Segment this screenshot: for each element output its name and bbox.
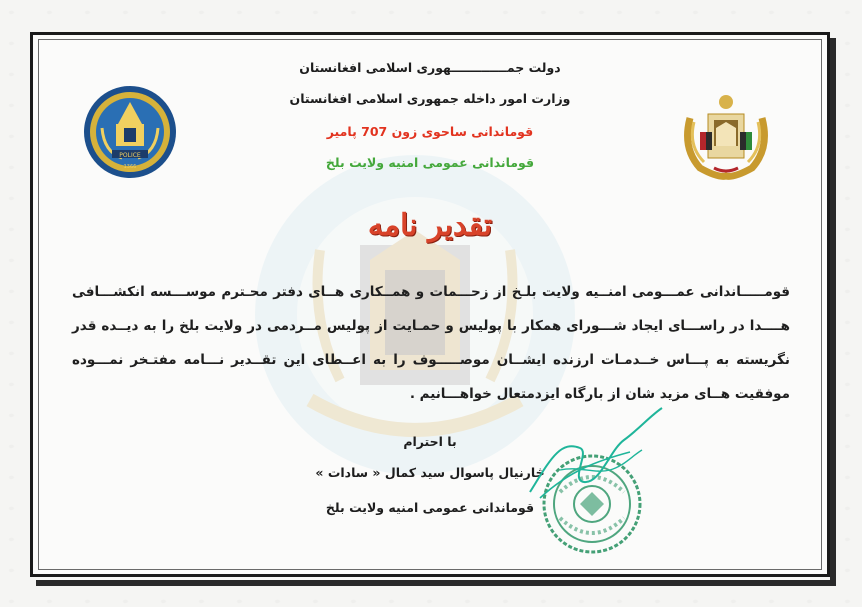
header-ministry-line: وزارت امور داخله جمهوری اسلامی افغانستان bbox=[289, 91, 571, 106]
header-provincial-command-line: قوماندانی عمومی امنیه ولایت بلخ bbox=[325, 155, 535, 170]
signatory-name: څارنیال پاسوال سید کمال « سادات » bbox=[315, 465, 545, 480]
closing-regards: با احترام bbox=[403, 434, 457, 449]
signature-icon bbox=[520, 400, 670, 510]
police-emblem-icon bbox=[82, 84, 178, 180]
signatory-position: قوماندانی عمومی امنیه ولایت بلخ bbox=[325, 500, 535, 515]
header-government-line: دولت جمـــــــــــــهوری اسلامی افغانستان bbox=[299, 60, 561, 75]
header-zone-command-line: قوماندانی ساحوی زون 707 پامیر bbox=[326, 124, 534, 139]
certificate-body-text: قومـــــاندانی عمـــومی امنــیه ولایت بلـخ از زحـــمات و همــکاری هــای دفتر محـترم موســـسه انکشـــافی هــــدا در راســـای ایجاد شـــورای همکار با پولیس و حمـایت از پولیس مــردمی در ولایت بلخ را به دیــده قدر نگریسته به پـــاس خــدمـات ارزنده ایشــان موصـــــوف را به اعــطای این تقــدیر نـــامه مفتـخر نمـــوده موفقیت هــای مزید شان از بارگاه ایزدمتعال خواهـــانیم . bbox=[72, 284, 790, 402]
certificate-title: تقدیر نامه bbox=[367, 208, 493, 243]
national-emblem-icon bbox=[678, 88, 774, 180]
emblem-year-text: 1366 bbox=[123, 164, 137, 170]
emblem-police-text: POLICE bbox=[119, 152, 141, 159]
